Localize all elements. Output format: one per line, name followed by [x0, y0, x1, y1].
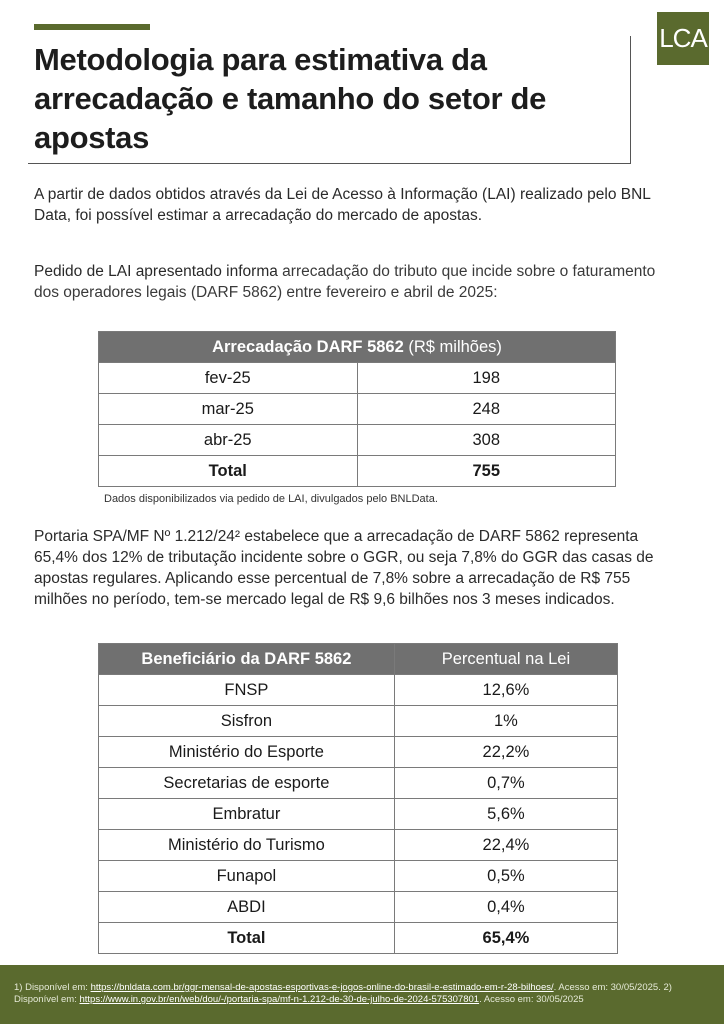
lai-request-text-b: arrecadação do tributo que incide sobre o faturamento dos operadores legais (DARF 5862) entre fevereiro e abril de 2025:	[34, 263, 656, 301]
portaria-paragraph: Portaria SPA/MF Nº 1.212/24² estabelece que a arrecadação de DARF 5862 representa 65,4% dos 12% de tributação incidente sobre o GGR, ou seja 7,8% do GGR das casas de apostas regulares. Aplicando esse percentual de 7,8% sobre a arrecadação de R$ 755 milhões no período, tem-se mercado legal de R$ 9,6 bilhões nos 3 meses indicados.	[34, 528, 654, 608]
percent-cell: 0,5%	[394, 861, 617, 892]
footnote-2-access: . Acesso em: 30/05/2025	[479, 994, 584, 1005]
darf-collection-table	[98, 331, 616, 487]
footnote-1-link[interactable]: https://bnldata.com.br/ggr-mensal-de-apostas-esportivas-e-jogos-online-do-brasil-e-estimado-em-r-28-bilhoes/	[90, 982, 554, 993]
percent-cell: 0,7%	[394, 768, 617, 799]
total-row	[99, 456, 616, 487]
month-cell: abr-25	[99, 425, 358, 456]
footnote-1-access: . Acesso em: 30/05/2025. 2) Disponível em:	[14, 982, 672, 1005]
beneficiary-cell: Ministério do Turismo	[99, 830, 395, 861]
footnote-1-label: 1) Disponível em:	[14, 982, 91, 993]
beneficiary-cell: Sisfron	[99, 706, 395, 737]
table-row	[99, 363, 616, 394]
table-caption: Dados disponibilizados via pedido de LAI, divulgados pelo BNLData.	[104, 493, 438, 505]
beneficiary-cell: Ministério do Esporte	[99, 737, 395, 768]
percent-cell: 0,4%	[394, 892, 617, 923]
total-value: 755	[357, 456, 616, 487]
lai-request-paragraph	[34, 261, 664, 303]
total-value: 65,4%	[394, 923, 617, 954]
footnote-2-link[interactable]: https://www.in.gov.br/en/web/dou/-/portaria-spa/mf-n-1.212-de-30-de-julho-de-2024-575307801	[79, 994, 480, 1005]
total-row	[99, 923, 618, 954]
table-row	[99, 675, 618, 706]
footnotes	[0, 965, 724, 1024]
table-row	[99, 799, 618, 830]
table-row	[99, 892, 618, 923]
percent-cell: 12,6%	[394, 675, 617, 706]
table-row	[99, 706, 618, 737]
table-row	[99, 768, 618, 799]
title-accent-bar	[34, 24, 150, 30]
darf-table-header-unit: (R$ milhões)	[403, 337, 502, 356]
table-row	[99, 737, 618, 768]
percent-cell: 22,4%	[394, 830, 617, 861]
page-title: Metodologia para estimativa da arrecadação e tamanho do setor de apostas	[34, 42, 547, 155]
table-row	[99, 425, 616, 456]
lca-logo: LCA	[657, 12, 709, 65]
beneficiary-cell: Embratur	[99, 799, 395, 830]
value-cell: 308	[357, 425, 616, 456]
total-label: Total	[99, 923, 395, 954]
value-cell: 248	[357, 394, 616, 425]
value-cell: 198	[357, 363, 616, 394]
darf-table-header	[99, 332, 616, 363]
beneficiary-cell: ABDI	[99, 892, 395, 923]
total-label: Total	[99, 456, 358, 487]
beneficiary-cell: Funapol	[99, 861, 395, 892]
month-cell: mar-25	[99, 394, 358, 425]
table-row	[99, 861, 618, 892]
month-cell: fev-25	[99, 363, 358, 394]
intro-paragraph: A partir de dados obtidos através da Lei de Acesso à Informação (LAI) realizado pelo BNL Data, foi possível estimar a arrecadação do mercado de apostas.	[34, 186, 651, 224]
percent-cell: 1%	[394, 706, 617, 737]
lai-request-text-a: Pedido de LAI apresentado informa	[34, 263, 283, 280]
table-row	[99, 394, 616, 425]
darf-table-header-title: Arrecadação DARF 5862	[212, 337, 404, 356]
beneficiaries-table	[98, 643, 618, 954]
percent-cell: 5,6%	[394, 799, 617, 830]
percent-cell: 22,2%	[394, 737, 617, 768]
beneficiary-cell: Secretarias de esporte	[99, 768, 395, 799]
beneficiary-column-header: Beneficiário da DARF 5862	[99, 644, 395, 675]
table-row	[99, 830, 618, 861]
beneficiary-cell: FNSP	[99, 675, 395, 706]
percent-column-header: Percentual na Lei	[394, 644, 617, 675]
